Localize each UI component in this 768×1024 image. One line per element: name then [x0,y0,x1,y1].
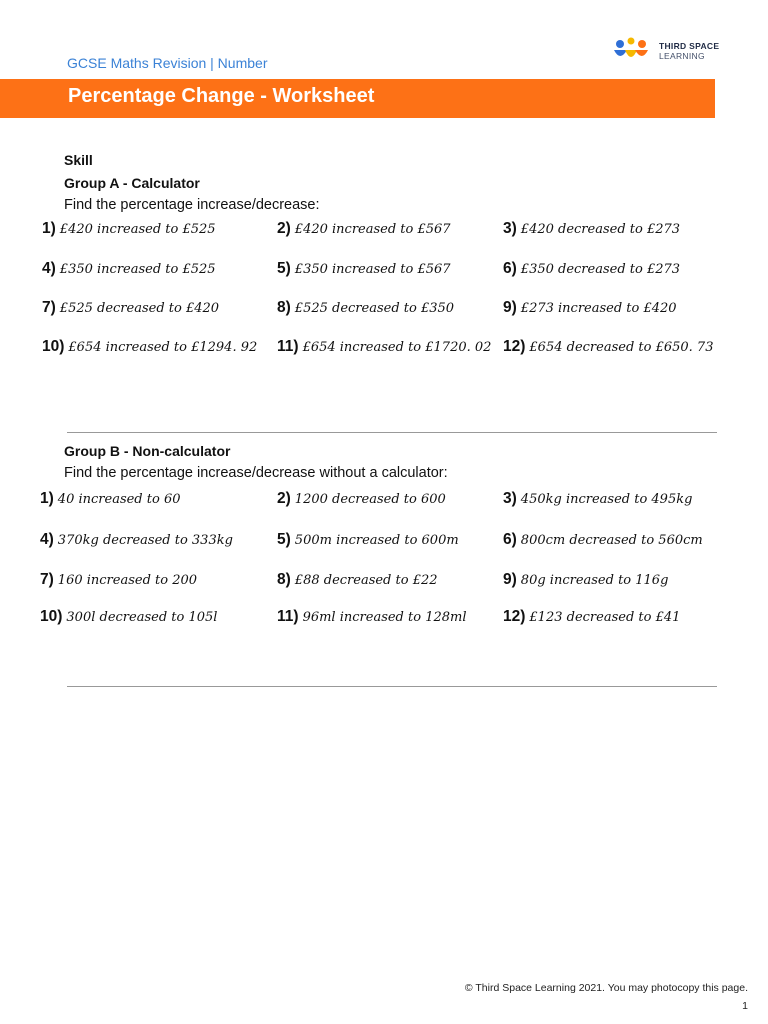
skill-label: Skill [64,152,93,168]
question-expression: 160 increased to 200 [57,573,198,588]
question-expression: 80g increased to 116g [520,573,669,588]
question-number: 11) [277,338,299,355]
group-b-instruction: Find the percentage increase/decrease without a calculator: [64,465,448,481]
question-number: 10) [40,608,63,625]
question-expression: 300l decreased to 105l [66,610,218,625]
question-number: 1) [40,490,54,507]
title-bar [0,79,715,118]
question-item [277,490,446,508]
question-item [503,608,680,626]
question-expression: 40 increased to 60 [57,492,181,507]
question-number: 2) [277,220,291,237]
question-number: 5) [277,260,291,277]
question-expression: 370kg decreased to 333kg [57,533,233,548]
question-number: 11) [277,608,299,625]
logo-text-line1: THIRD SPACE [659,41,720,51]
question-expression: 800cm decreased to 560cm [520,533,703,548]
logo-mark-icon [611,37,655,65]
question-number: 6) [503,260,517,277]
question-item [42,260,216,278]
question-number: 12) [503,338,526,355]
question-number: 5) [277,531,291,548]
question-expression: £123 decreased to £41 [529,610,681,625]
question-expression: 96ml increased to 128ml [302,610,467,625]
question-expression: £654 decreased to £650. 73 [529,340,714,355]
logo-text-line2: LEARNING [659,51,705,61]
question-number: 7) [40,571,54,588]
question-expression: 450kg increased to 495kg [520,492,693,507]
breadcrumb: GCSE Maths Revision | Number [67,55,268,71]
question-item [503,220,680,238]
question-number: 9) [503,571,517,588]
question-number: 3) [503,220,517,237]
page-title: Percentage Change - Worksheet [68,85,375,107]
question-expression: £350 decreased to £273 [520,262,681,277]
question-expression: £654 increased to £1294. 92 [68,340,258,355]
third-space-learning-logo [611,37,731,65]
divider [67,432,717,433]
question-item [277,608,467,626]
question-expression: £420 increased to £525 [59,222,216,237]
question-expression: £420 increased to £567 [294,222,451,237]
question-expression: £654 increased to £1720. 02 [302,340,492,355]
divider [67,686,717,687]
question-item [503,338,713,356]
question-number: 12) [503,608,526,625]
question-expression: £350 increased to £525 [59,262,216,277]
question-number: 7) [42,299,56,316]
group-b-heading: Group B - Non-calculator [64,443,231,459]
question-expression: £420 decreased to £273 [520,222,681,237]
question-item [277,338,491,356]
question-item [40,571,197,589]
question-expression: £88 decreased to £22 [294,573,438,588]
copyright-footer: © Third Space Learning 2021. You may photocopy this page. [464,982,748,994]
question-item [277,531,459,549]
question-item [40,608,217,626]
question-expression: £525 decreased to £420 [59,301,220,316]
question-number: 10) [42,338,65,355]
question-item [277,260,451,278]
question-number: 4) [40,531,54,548]
group-a-instruction: Find the percentage increase/decrease: [64,197,320,213]
question-item [503,299,677,317]
question-item [42,338,257,356]
question-item [503,531,703,549]
question-number: 8) [277,571,291,588]
question-item [503,490,692,508]
question-item [503,260,680,278]
question-number: 1) [42,220,56,237]
question-item [40,490,180,508]
question-expression: 1200 decreased to 600 [294,492,446,507]
question-number: 3) [503,490,517,507]
question-item [277,220,451,238]
question-number: 6) [503,531,517,548]
question-expression: £525 decreased to £350 [294,301,455,316]
question-number: 8) [277,299,291,316]
question-expression: 500m increased to 600m [294,533,459,548]
question-item [42,220,216,238]
group-a-heading: Group A - Calculator [64,175,200,191]
page-number: 1 [742,1000,748,1012]
question-number: 9) [503,299,517,316]
question-item [277,299,454,317]
question-expression: £273 increased to £420 [520,301,677,316]
question-number: 2) [277,490,291,507]
question-item [277,571,438,589]
question-item [503,571,668,589]
question-number: 4) [42,260,56,277]
question-expression: £350 increased to £567 [294,262,451,277]
question-item [40,531,233,549]
question-item [42,299,219,317]
